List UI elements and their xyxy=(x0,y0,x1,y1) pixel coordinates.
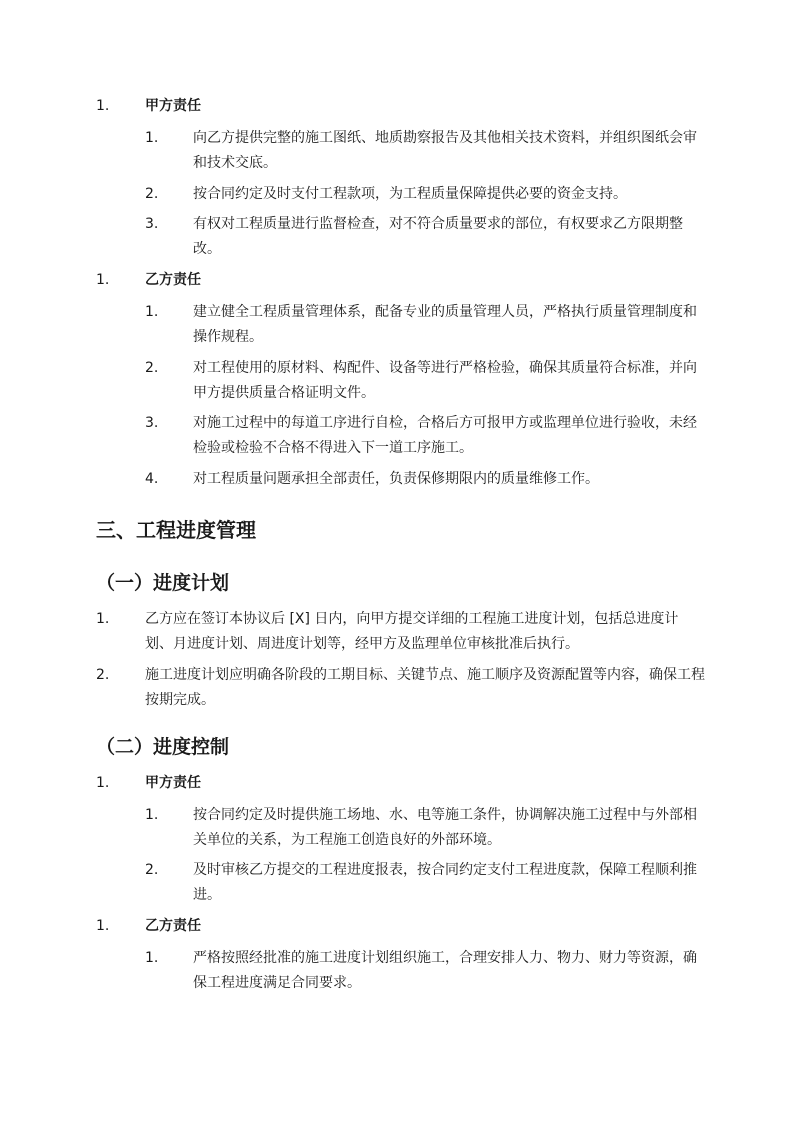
list-text: 对施工过程中的每道工序进行自检，合格后方可报甲方或监理单位进行验收，未经检验或检验不合格不得进入下一道工序施工。 xyxy=(193,415,697,456)
section-title: 三、工程进度管理 xyxy=(96,518,256,542)
list-number: 2. xyxy=(145,186,159,202)
list-text: 按合同约定及时支付工程款项，为工程质量保障提供必要的资金支持。 xyxy=(193,186,627,202)
list-number: 2. xyxy=(145,360,159,376)
list-number: 1. xyxy=(96,272,110,288)
list-number: 3. xyxy=(145,415,159,431)
list-text: 严格按照经批准的施工进度计划组织施工，合理安排人力、物力、财力等资源，确保工程进度满足合同要求。 xyxy=(193,950,697,991)
list-number: 1. xyxy=(145,130,159,146)
list-number: 1. xyxy=(96,98,110,114)
list-number: 3. xyxy=(145,216,159,232)
list-text: 按合同约定及时提供施工场地、水、电等施工条件，协调解决施工过程中与外部相关单位的关系，为工程施工创造良好的外部环境。 xyxy=(193,807,697,848)
list-text: 对工程质量问题承担全部责任，负责保修期限内的质量维修工作。 xyxy=(193,471,599,487)
party-a-title: 甲方责任 xyxy=(145,775,201,791)
list-text: 向乙方提供完整的施工图纸、地质勘察报告及其他相关技术资料，并组织图纸会审和技术交底。 xyxy=(193,130,697,171)
list-number: 1. xyxy=(96,918,110,934)
list-text: 有权对工程质量进行监督检查，对不符合质量要求的部位，有权要求乙方限期整改。 xyxy=(193,216,683,257)
list-number: 1. xyxy=(145,950,159,966)
party-a-title: 甲方责任 xyxy=(145,98,201,114)
list-text: 及时审核乙方提交的工程进度报表，按合同约定支付工程进度款，保障工程顺利推进。 xyxy=(193,862,697,903)
subsection-title: （二）进度控制 xyxy=(96,736,230,758)
list-text: 施工进度计划应明确各阶段的工期目标、关键节点、施工顺序及资源配置等内容，确保工程按期完成。 xyxy=(145,667,705,708)
subsection-title: （一）进度计划 xyxy=(96,572,230,594)
list-text: 乙方应在签订本协议后 [X] 日内，向甲方提交详细的工程施工进度计划，包括总进度计划、月进度计划、周进度计划等，经甲方及监理单位审核批准后执行。 xyxy=(145,611,679,652)
party-b-title: 乙方责任 xyxy=(145,272,201,288)
list-number: 1. xyxy=(145,304,159,320)
list-number: 1. xyxy=(96,775,110,791)
list-number: 2. xyxy=(145,862,159,878)
list-number: 2. xyxy=(96,667,110,683)
list-number: 4. xyxy=(145,471,159,487)
list-text: 对工程使用的原材料、构配件、设备等进行严格检验，确保其质量符合标准，并向甲方提供质量合格证明文件。 xyxy=(193,360,697,401)
party-b-title: 乙方责任 xyxy=(145,918,201,934)
list-number: 1. xyxy=(145,807,159,823)
list-text: 建立健全工程质量管理体系，配备专业的质量管理人员，严格执行质量管理制度和操作规程。 xyxy=(193,304,697,345)
list-number: 1. xyxy=(96,611,110,627)
